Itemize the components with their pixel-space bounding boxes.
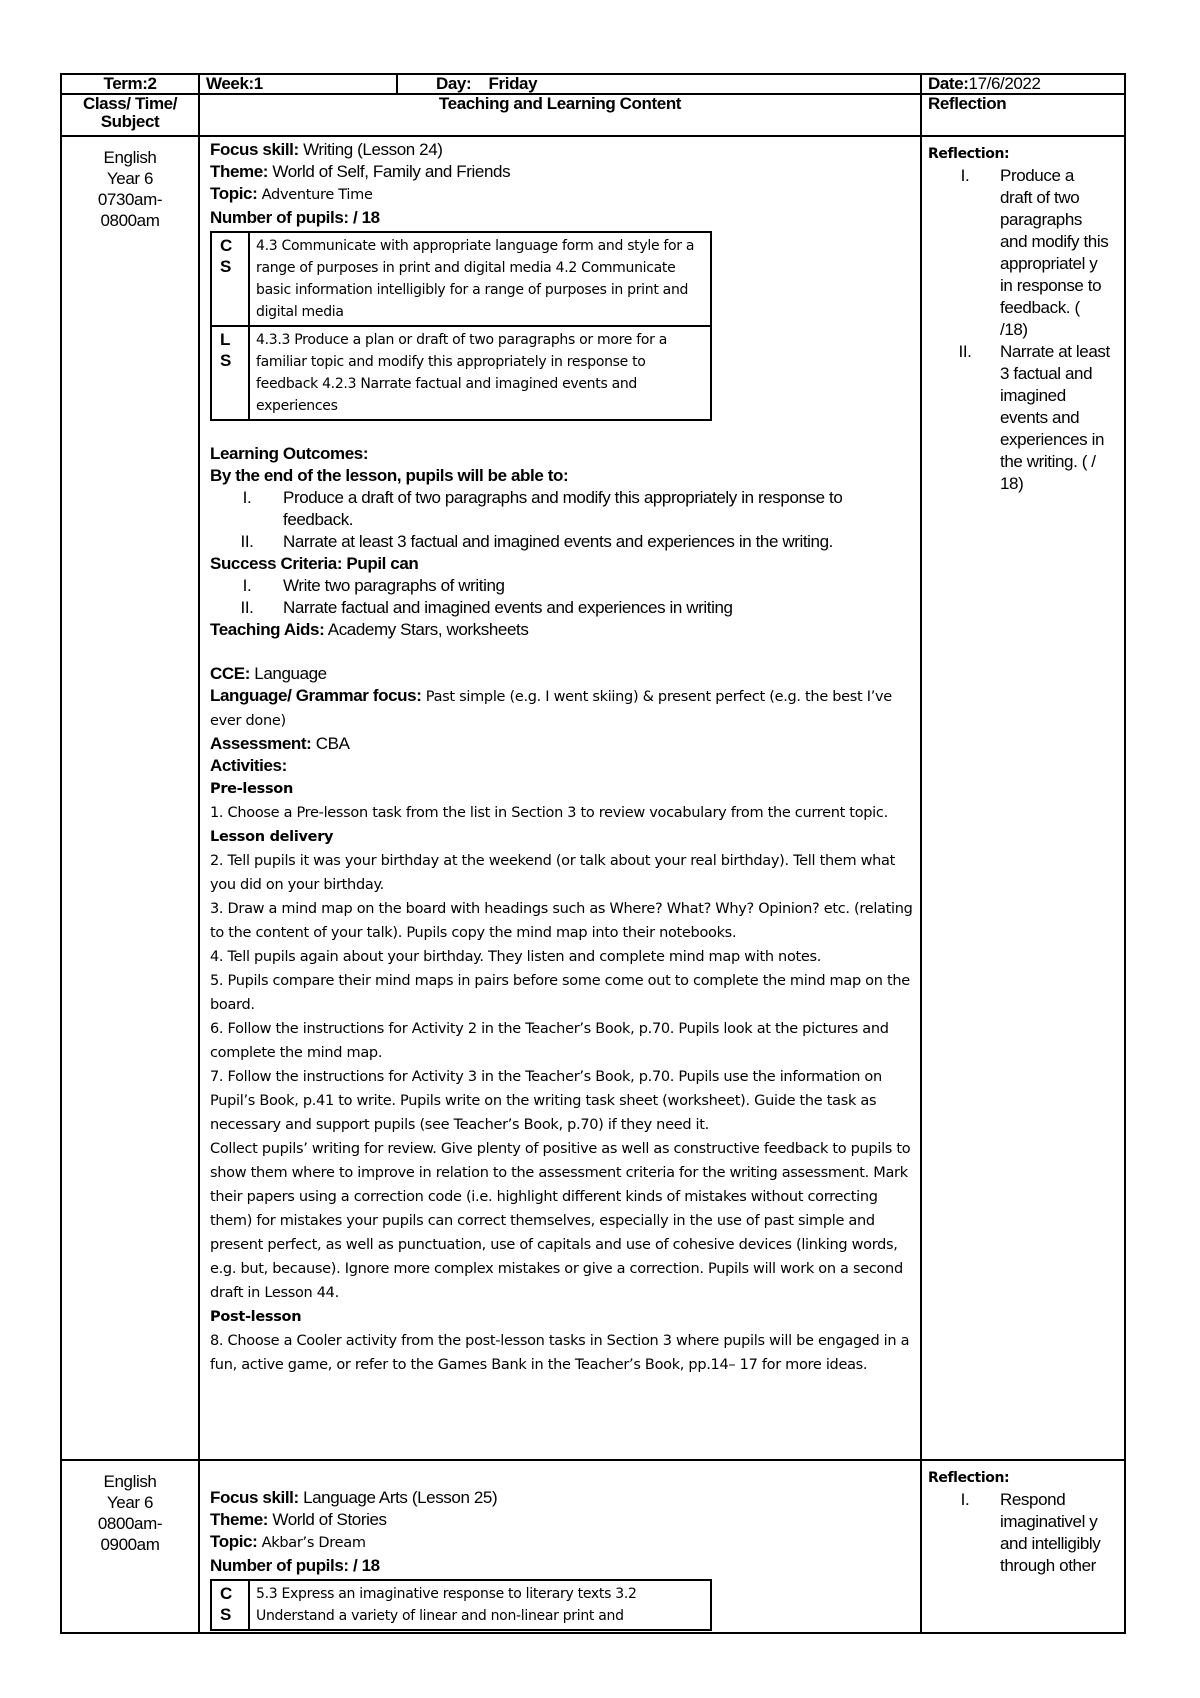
focus-skill: Focus skill: Writing (Lesson 24) xyxy=(210,140,443,160)
success-item: I. Write two paragraphs of writing xyxy=(242,576,505,596)
class-time-start: 0800am- xyxy=(97,1513,163,1533)
delivery-step: Collect pupils’ writing for review. Give plenty of positive as well as constructive feedback to pupils to show them where to improve in relation to the assessment criteria for the writing assessment. Mark their papers using a correction code (i.e. highlight different kinds of mistakes without correcting them) for mistakes your pupils can correct themselves, especially in the use of past simple and present perfect, as well as punctuation, use of capitals and use of cohesive devices (linking words, e.g. but, because). Ignore more complex mistakes or give a correction. Pupils will work on a second draft in Lesson 44. xyxy=(210,1141,911,1302)
cs-code: C S xyxy=(211,1580,249,1630)
number-of-pupils: Number of pupils: / 18 xyxy=(210,208,380,228)
lesson-2-reflection xyxy=(921,1460,1125,1633)
cs-text: 4.3 Communicate with appropriate language form and style for a range of purposes in print and digital media 4.2 Communicate basic information intelligibly for a range of purposes in print and digital media xyxy=(249,232,711,326)
date-label: Date: xyxy=(928,74,969,93)
day-value: Friday xyxy=(488,74,538,93)
grammar-focus: Language/ Grammar focus: Past simple (e.g. I went skiing) & present perfect (e.g. the best I’ve ever done) xyxy=(210,686,892,730)
learning-outcomes-intro: By the end of the lesson, pupils will be able to: xyxy=(210,466,569,486)
reflection-label: Reflection: xyxy=(928,1469,1010,1486)
delivery-step: 2. Tell pupils it was your birthday at the weekend (or talk about your real birthday). Tell them what you did on your birthday. xyxy=(210,853,896,894)
day-cell xyxy=(397,74,921,94)
lesson-1-row xyxy=(61,136,1125,1460)
outcome-item: I. Produce a draft of two paragraphs and modify this appropriately in response to feedback. xyxy=(242,488,843,530)
week-cell: Week:1 xyxy=(199,74,397,94)
lesson-1-reflection xyxy=(921,136,1125,1460)
content-standard-row xyxy=(211,1580,711,1630)
ls-code: L S xyxy=(211,326,249,420)
class-time-end: 0800am xyxy=(100,211,160,231)
reflection-item: I. Respond imaginativel y and intelligibly through other xyxy=(960,1489,1101,1575)
reflection-header: Reflection xyxy=(921,94,1125,136)
lesson-plan-table xyxy=(60,73,1126,1634)
reflection-item: I. Produce a draft of two paragraphs and modify this appropriatel y in response to feedback. ( /18) xyxy=(960,166,1109,340)
class-time-end: 0900am xyxy=(100,1534,160,1554)
theme: Theme: World of Self, Family and Friends xyxy=(210,162,511,182)
class-year: Year 6 xyxy=(106,1492,154,1512)
reflection-label: Reflection: xyxy=(928,146,1010,163)
lesson-delivery-label: Lesson delivery xyxy=(210,829,334,846)
teaching-aids: Teaching Aids: Academy Stars, worksheets xyxy=(210,620,529,640)
class-subject: English xyxy=(103,148,157,168)
activities-title: Activities: xyxy=(210,756,287,776)
cs-code: C S xyxy=(211,232,249,326)
topic: Topic: Adventure Time xyxy=(210,184,373,204)
ls-text: 4.3.3 Produce a plan or draft of two paragraphs or more for a familiar topic and modify this appropriately in response to feedback 4.2.3 Narrate factual and imagined events and experiences xyxy=(249,326,711,420)
cce: CCE: Language xyxy=(210,664,327,684)
term-cell: Term:2 xyxy=(61,74,199,94)
delivery-step: 6. Follow the instructions for Activity 2 in the Teacher’s Book, p.70. Pupils look at the pictures and complete the mind map. xyxy=(210,1021,889,1062)
delivery-step: 3. Draw a mind map on the board with headings such as Where? What? Why? Opinion? etc. (relating to the content of your talk). Pupils copy the mind map into their notebooks. xyxy=(210,901,913,942)
learning-outcomes-title: Learning Outcomes: xyxy=(210,444,369,464)
topic: Topic: Akbar’s Dream xyxy=(210,1531,366,1551)
date-value: 17/6/2022 xyxy=(968,74,1041,93)
header-row xyxy=(61,74,1125,94)
lesson-2-content xyxy=(199,1460,921,1633)
column-header-row xyxy=(61,94,1125,136)
class-subject: English xyxy=(103,1471,157,1491)
lesson-2-class xyxy=(61,1460,199,1633)
reflection-item: II. Narrate at least 3 factual and imagined events and experiences in the writing. ( / 18) xyxy=(958,342,1110,494)
content-standard-row xyxy=(211,232,711,326)
pre-lesson-text: 1. Choose a Pre-lesson task from the list in Section 3 to review vocabulary from the current topic. xyxy=(210,805,888,822)
focus-skill: Focus skill: Language Arts (Lesson 25) xyxy=(210,1487,498,1507)
standards-table xyxy=(210,1579,712,1631)
date-cell xyxy=(921,74,1125,94)
post-lesson-label: Post-lesson xyxy=(210,1309,302,1326)
post-lesson-text: 8. Choose a Cooler activity from the post-lesson tasks in Section 3 where pupils will be engaged in a fun, active game, or refer to the Games Bank in the Teacher’s Book, pp.14– 17 for more ideas. xyxy=(210,1333,910,1374)
outcome-item: II. Narrate at least 3 factual and imagined events and experiences in the writing. xyxy=(240,532,833,552)
content-header: Teaching and Learning Content xyxy=(199,94,921,136)
pre-lesson-label: Pre-lesson xyxy=(210,781,293,798)
lesson-2-row xyxy=(61,1460,1125,1633)
delivery-step: 7. Follow the instructions for Activity 3 in the Teacher’s Book, p.70. Pupils use the information on Pupil’s Book, p.41 to write. Pupils write on the writing task sheet (worksheet). Guide the task as necessary and support pupils (see Teacher’s Book, p.70) if they need it. xyxy=(210,1069,882,1134)
class-year: Year 6 xyxy=(106,169,154,189)
success-item: II. Narrate factual and imagined events and experiences in writing xyxy=(240,598,733,618)
cs-text: 5.3 Express an imaginative response to literary texts 3.2 Understand a variety of linear and non-linear print and xyxy=(249,1580,711,1630)
delivery-step: 5. Pupils compare their mind maps in pairs before some come out to complete the mind map on the board. xyxy=(210,973,910,1014)
number-of-pupils: Number of pupils: / 18 xyxy=(210,1555,380,1575)
lesson-1-class xyxy=(61,136,199,1460)
success-criteria-title: Success Criteria: Pupil can xyxy=(210,554,419,574)
class-time-subject-header: Class/ Time/ Subject xyxy=(61,94,199,136)
activities-body xyxy=(210,777,914,1377)
assessment: Assessment: CBA xyxy=(210,734,350,754)
class-time-start: 0730am- xyxy=(97,190,163,210)
standards-table xyxy=(210,231,712,421)
day-label: Day: xyxy=(436,74,472,93)
delivery-step: 4. Tell pupils again about your birthday. They listen and complete mind map with notes. xyxy=(210,949,822,966)
learning-standard-row xyxy=(211,326,711,420)
lesson-1-content xyxy=(199,136,921,1460)
theme: Theme: World of Stories xyxy=(210,1509,387,1529)
